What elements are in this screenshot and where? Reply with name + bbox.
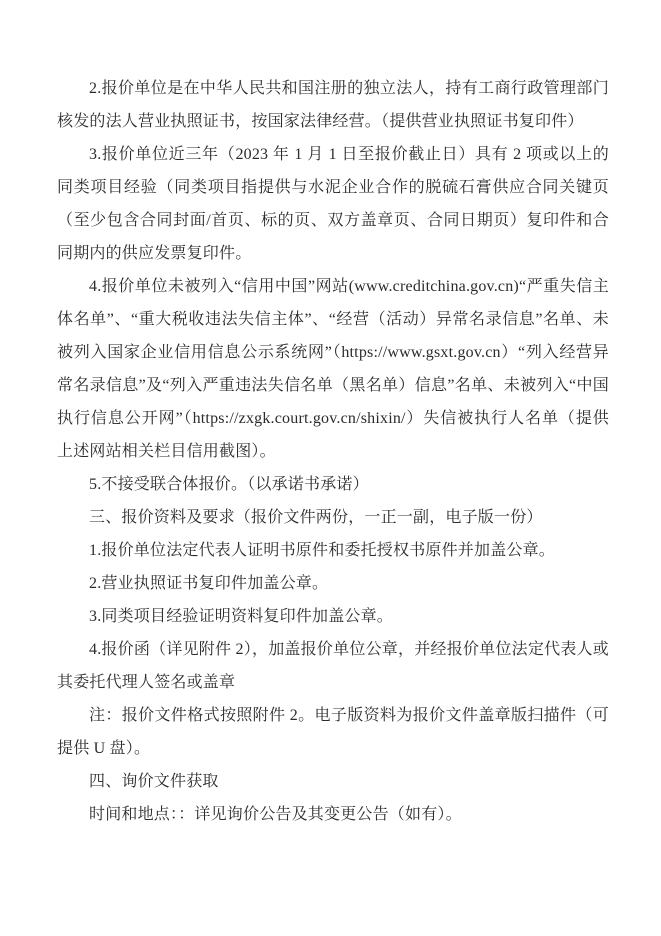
paragraph-quotation-letter: 4.报价函（详见附件 2），加盖报价单位公章，并经报价单位法定代表人或其委托代理人签名或盖章 bbox=[57, 641, 609, 691]
paragraph-no-consortium-bids: 5.不接受联合体报价。（以承诺书承诺） bbox=[89, 476, 369, 493]
paragraph-time-and-place: 时间和地点：：详见询价公告及其变更公告（如有）。 bbox=[89, 806, 462, 823]
paragraph-legal-rep-certificate: 1.报价单位法定代表人证明书原件和委托授权书原件并加盖公章。 bbox=[89, 542, 556, 559]
paragraph-note-file-format: 注：报价文件格式按照附件 2。电子版资料为报价文件盖章版扫描件（可提供 U 盘）。 bbox=[57, 707, 609, 757]
paragraph-project-experience-proof: 3.同类项目经验证明资料复印件加盖公章。 bbox=[89, 608, 394, 625]
paragraph-bidder-registration: 2.报价单位是在中华人民共和国注册的独立法人，持有工商行政管理部门核发的法人营业执照证书，按国家法律经营。（提供营业执照证书复印件） bbox=[57, 80, 609, 130]
paragraph-credit-record-requirements: 4.报价单位未被列入“信用中国”网站(www.creditchina.gov.cn)“严重失信主体名单”、“重大税收违法失信主体”、“经营（活动）异常名录信息”名单、未被列入国家企业信用信息公示系统网”（https://www.gsxt.gov.cn）“列入经营异常名录信息”及“列入严重违法失信名单（黑名单）信息”名单、未被列入“中国执行信息公开网”（https://zxgk.court.gov.cn/shixin/）失信被执行人名单（提供上述网站相关栏目信用截图）。 bbox=[57, 278, 609, 460]
paragraph-business-license-copy: 2.营业执照证书复印件加盖公章。 bbox=[89, 575, 329, 592]
heading-section-3-quotation-materials: 三、报价资料及要求（报价文件两份，一正一副，电子版一份） bbox=[89, 509, 543, 526]
paragraph-similar-project-experience: 3.报价单位近三年（2023 年 1 月 1 日至报价截止日）具有 2 项或以上的同类项目经验（同类项目指提供与水泥企业合作的脱硫石膏供应合同关键页（至少包含合同封面/首页、标的页、双方盖章页、合同日期页）复印件和合同期内的供应发票复印件。 bbox=[57, 146, 609, 262]
heading-section-4-document-acquisition: 四、询价文件获取 bbox=[89, 773, 219, 790]
